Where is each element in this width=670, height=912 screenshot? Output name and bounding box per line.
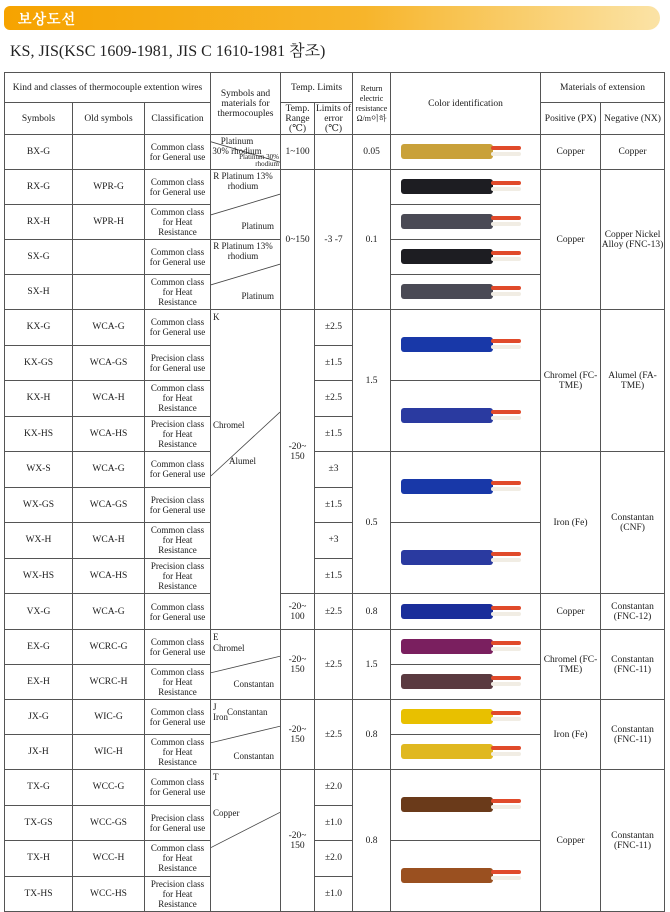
negative-material: Constantan (FNC-11) — [601, 630, 665, 700]
limits-error: ±2.5 — [315, 310, 353, 346]
limits-error: ±2.5 — [315, 700, 353, 770]
row-symbol: SX-G — [5, 240, 73, 275]
wire-image — [391, 275, 540, 309]
wire-white-conductor — [491, 257, 521, 261]
wire-image — [391, 841, 540, 911]
header-resistance: Return electric resistance Ω/m이하 — [353, 73, 391, 135]
row-classification: Common class for General use — [145, 594, 211, 630]
limits-error: ±1.5 — [315, 345, 353, 381]
row-symbol: EX-G — [5, 630, 73, 665]
wire-white-conductor — [491, 416, 521, 420]
wire-sample — [391, 523, 541, 594]
limits-error: ±3 — [315, 452, 353, 488]
wire-jacket — [401, 674, 493, 689]
resistance: 0.8 — [353, 594, 391, 630]
row-classification: Common class for General use — [145, 452, 211, 488]
row-symbol: WX-H — [5, 523, 73, 559]
row-old-symbol: WCA-GS — [73, 345, 145, 381]
wire-image — [391, 240, 540, 274]
limits-error: ±2.5 — [315, 381, 353, 417]
table-row — [5, 700, 665, 735]
row-symbol: WX-GS — [5, 487, 73, 523]
material-top: Chromel — [213, 643, 245, 653]
row-classification: Common class for General use — [145, 240, 211, 275]
row-old-symbol: WCA-G — [73, 594, 145, 630]
resistance: 1.5 — [353, 310, 391, 452]
limits-error: ±1.0 — [315, 805, 353, 841]
negative-material: Alumel (FA-TME) — [601, 310, 665, 452]
wire-image — [391, 452, 540, 522]
positive-material: Copper — [541, 170, 601, 310]
wire-sample — [391, 170, 541, 205]
extension-wire-table — [4, 72, 665, 912]
row-classification: Precision class for Heat Resistance — [145, 876, 211, 912]
material-letter: T — [213, 772, 219, 782]
header-materials: Symbols and materials for thermocouples — [211, 73, 281, 135]
row-symbol: TX-GS — [5, 805, 73, 841]
row-symbol: SX-H — [5, 275, 73, 310]
resistance: 0.05 — [353, 135, 391, 170]
wire-red-conductor — [491, 216, 521, 220]
wire-red-conductor — [491, 339, 521, 343]
material-bottom: Platinum 30% rhodium — [239, 153, 280, 168]
header-color: Color identification — [391, 73, 541, 135]
wire-sample — [391, 381, 541, 452]
wire-white-conductor — [491, 876, 521, 880]
resistance: 1.5 — [353, 630, 391, 700]
wire-jacket — [401, 797, 493, 812]
wire-white-conductor — [491, 612, 521, 616]
positive-material: Copper — [541, 770, 601, 912]
temp-range: -20~ 150 — [281, 770, 315, 912]
wire-white-conductor — [491, 558, 521, 562]
material-mid: Constantan — [227, 707, 268, 717]
wire-image — [391, 523, 540, 593]
limits-error: ±1.5 — [315, 416, 353, 452]
row-classification: Common class for General use — [145, 770, 211, 806]
wire-sample — [391, 240, 541, 275]
row-classification: Common class for Heat Resistance — [145, 205, 211, 240]
positive-material: Chromel (FC-TME) — [541, 310, 601, 452]
wire-sample — [391, 841, 541, 912]
row-symbol: JX-H — [5, 735, 73, 770]
wire-image — [391, 630, 540, 664]
wire-image — [391, 170, 540, 204]
wire-white-conductor — [491, 292, 521, 296]
material-e — [211, 630, 281, 700]
temp-range: 0~150 — [281, 170, 315, 310]
row-classification: Precision class for General use — [145, 805, 211, 841]
row-old-symbol — [73, 135, 145, 170]
wire-red-conductor — [491, 606, 521, 610]
wire-image — [391, 205, 540, 239]
wire-white-conductor — [491, 682, 521, 686]
row-symbol: VX-G — [5, 594, 73, 630]
wire-jacket — [401, 408, 493, 423]
material-bottom: Alumel — [229, 456, 257, 466]
wire-image — [391, 310, 540, 380]
row-old-symbol: WCA-H — [73, 381, 145, 417]
limits-error: +3 — [315, 523, 353, 559]
negative-material: Constantan (FNC-11) — [601, 700, 665, 770]
wire-sample — [391, 630, 541, 665]
section-banner — [4, 6, 660, 30]
row-classification: Common class for General use — [145, 310, 211, 346]
row-old-symbol: WCA-HS — [73, 558, 145, 594]
row-old-symbol: WCA-HS — [73, 416, 145, 452]
material-t — [211, 770, 281, 912]
wire-red-conductor — [491, 870, 521, 874]
section-title: 보상도선 — [18, 12, 77, 28]
wire-sample — [391, 770, 541, 841]
material-top: Platinum 30% rhodium — [212, 136, 262, 156]
row-symbol: KX-H — [5, 381, 73, 417]
header-symbols: Symbols — [5, 103, 73, 135]
row-old-symbol — [73, 275, 145, 310]
wire-jacket — [401, 604, 493, 619]
temp-range: -20~ 150 — [281, 310, 315, 594]
material-j — [211, 700, 281, 770]
wire-red-conductor — [491, 711, 521, 715]
limits-error: -3 -7 — [315, 170, 353, 310]
wire-image — [391, 665, 540, 699]
negative-material: Copper Nickel Alloy (FNC-13) — [601, 170, 665, 310]
positive-material: Chromel (FC-TME) — [541, 630, 601, 700]
wire-white-conductor — [491, 752, 521, 756]
material-top: R Platinum 13% rhodium — [213, 171, 273, 191]
header-limits-error: Limits of error (℃) — [315, 103, 352, 134]
wire-image — [391, 770, 540, 840]
material-bottom: Constantan — [233, 751, 275, 761]
limits-error: ±2.0 — [315, 770, 353, 806]
limits-error: ±2.5 — [315, 594, 353, 630]
row-old-symbol: WIC-H — [73, 735, 145, 770]
row-classification: Common class for Heat Resistance — [145, 735, 211, 770]
row-old-symbol: WCC-H — [73, 841, 145, 877]
wire-sample — [391, 700, 541, 735]
wire-image — [391, 735, 540, 769]
row-old-symbol: WIC-G — [73, 700, 145, 735]
wire-red-conductor — [491, 641, 521, 645]
wire-sample — [391, 205, 541, 240]
wire-jacket — [401, 639, 493, 654]
row-old-symbol: WCA-G — [73, 310, 145, 346]
limits-error: ±1.0 — [315, 876, 353, 912]
row-old-symbol — [73, 240, 145, 275]
row-classification: Common class for Heat Resistance — [145, 523, 211, 559]
row-old-symbol: WCRC-G — [73, 630, 145, 665]
row-classification: Common class for General use — [145, 700, 211, 735]
wire-sample — [391, 735, 541, 770]
row-classification: Precision class for Heat Resistance — [145, 558, 211, 594]
row-classification: Precision class for General use — [145, 345, 211, 381]
wire-jacket — [401, 249, 493, 264]
row-symbol: RX-H — [5, 205, 73, 240]
row-classification: Common class for General use — [145, 135, 211, 170]
limits-error: ±1.5 — [315, 487, 353, 523]
limits-error: ±2.5 — [315, 630, 353, 700]
wire-white-conductor — [491, 487, 521, 491]
wire-jacket — [401, 709, 493, 724]
wire-red-conductor — [491, 481, 521, 485]
wire-white-conductor — [491, 187, 521, 191]
wire-white-conductor — [491, 805, 521, 809]
material-top: Copper — [213, 808, 240, 818]
wire-jacket — [401, 868, 493, 883]
wire-jacket — [401, 179, 493, 194]
divider-line — [211, 770, 280, 911]
resistance: 0.8 — [353, 700, 391, 770]
temp-range: -20~ 150 — [281, 630, 315, 700]
material-letter: K — [213, 312, 220, 322]
wire-image — [391, 381, 540, 451]
wire-sample — [391, 452, 541, 523]
table-row — [5, 310, 665, 346]
row-classification: Common class for General use — [145, 630, 211, 665]
wire-white-conductor — [491, 222, 521, 226]
wire-jacket — [401, 479, 493, 494]
wire-jacket — [401, 284, 493, 299]
negative-material: Constantan (FNC-11) — [601, 770, 665, 912]
divider-line — [211, 310, 280, 629]
header-old: Old symbols — [73, 103, 145, 135]
material-top: R Platinum 13% rhodium — [213, 241, 273, 261]
wire-white-conductor — [491, 152, 521, 156]
wire-red-conductor — [491, 799, 521, 803]
material-s — [211, 240, 281, 310]
table-row — [5, 452, 665, 488]
header-negative: Negative (NX) — [601, 103, 665, 135]
table-row — [5, 770, 665, 806]
wire-white-conductor — [491, 717, 521, 721]
table-row — [5, 135, 665, 170]
wire-white-conductor — [491, 647, 521, 651]
wire-jacket — [401, 214, 493, 229]
negative-material: Copper — [601, 135, 665, 170]
wire-red-conductor — [491, 286, 521, 290]
row-symbol: TX-H — [5, 841, 73, 877]
wire-white-conductor — [491, 345, 521, 349]
table-row — [5, 594, 665, 630]
row-old-symbol: WCA-GS — [73, 487, 145, 523]
wire-sample — [391, 665, 541, 700]
row-old-symbol: WCA-H — [73, 523, 145, 559]
material-b — [211, 135, 281, 170]
row-classification: Common class for Heat Resistance — [145, 665, 211, 700]
positive-material: Copper — [541, 135, 601, 170]
resistance: 0.1 — [353, 170, 391, 310]
header-kind: Kind and classes of thermocouple extention wires — [5, 73, 211, 103]
row-classification: Precision class for Heat Resistance — [145, 416, 211, 452]
resistance: 0.8 — [353, 770, 391, 912]
wire-red-conductor — [491, 251, 521, 255]
row-old-symbol: WPR-H — [73, 205, 145, 240]
wire-image — [391, 700, 540, 734]
limits-error: ±2.0 — [315, 841, 353, 877]
row-classification: Common class for Heat Resistance — [145, 841, 211, 877]
limits-error: ±1.5 — [315, 558, 353, 594]
row-symbol: KX-HS — [5, 416, 73, 452]
row-old-symbol: WCA-G — [73, 452, 145, 488]
row-old-symbol: WCRC-H — [73, 665, 145, 700]
row-symbol: WX-HS — [5, 558, 73, 594]
table-body — [5, 135, 665, 912]
header-temp-range: Temp. Range (℃) — [281, 103, 315, 135]
negative-material: Constantan (CNF) — [601, 452, 665, 594]
material-k — [211, 310, 281, 630]
material-top: Iron — [213, 712, 229, 722]
wire-red-conductor — [491, 181, 521, 185]
material-r — [211, 170, 281, 240]
temp-range: -20~ 100 — [281, 594, 315, 630]
material-bottom: Platinum — [241, 291, 275, 301]
positive-material: Copper — [541, 594, 601, 630]
wire-red-conductor — [491, 146, 521, 150]
wire-sample — [391, 310, 541, 381]
row-classification: Common class for General use — [145, 170, 211, 205]
row-old-symbol: WCC-GS — [73, 805, 145, 841]
positive-material: Iron (Fe) — [541, 452, 601, 594]
wire-jacket — [401, 550, 493, 565]
row-symbol: TX-HS — [5, 876, 73, 912]
row-classification: Common class for Heat Resistance — [145, 275, 211, 310]
standards-subtitle: KS, JIS(KSC 1609-1981, JIS C 1610-1981 참조) — [10, 43, 326, 60]
negative-material: Constantan (FNC-12) — [601, 594, 665, 630]
header-positive: Positive (PX) — [541, 103, 601, 135]
row-symbol: BX-G — [5, 135, 73, 170]
wire-sample — [391, 275, 541, 310]
table-row — [5, 170, 665, 205]
row-classification: Common class for Heat Resistance — [145, 381, 211, 417]
wire-image — [391, 594, 540, 629]
material-bottom: Platinum — [241, 221, 275, 231]
table-row — [5, 630, 665, 665]
wire-jacket — [401, 337, 493, 352]
material-top: Chromel — [213, 420, 245, 430]
row-symbol: RX-G — [5, 170, 73, 205]
material-bottom: Constantan — [233, 679, 275, 689]
wire-sample — [391, 594, 541, 630]
row-old-symbol: WCC-G — [73, 770, 145, 806]
limits-error — [315, 135, 353, 170]
header-temp-limits: Temp. Limits — [281, 73, 353, 103]
wire-jacket — [401, 144, 493, 159]
wire-red-conductor — [491, 746, 521, 750]
resistance: 0.5 — [353, 452, 391, 594]
wire-red-conductor — [491, 410, 521, 414]
row-symbol: EX-H — [5, 665, 73, 700]
temp-range: -20~ 150 — [281, 700, 315, 770]
temp-range: 1~100 — [281, 135, 315, 170]
row-old-symbol: WPR-G — [73, 170, 145, 205]
row-symbol: WX-S — [5, 452, 73, 488]
material-letter: J — [213, 702, 217, 712]
wire-image — [391, 135, 540, 169]
row-symbol: KX-G — [5, 310, 73, 346]
wire-red-conductor — [491, 552, 521, 556]
header-classification: Classification — [145, 103, 211, 135]
header-extension: Materials of extension — [541, 73, 665, 103]
row-old-symbol: WCC-HS — [73, 876, 145, 912]
row-symbol: KX-GS — [5, 345, 73, 381]
wire-sample — [391, 135, 541, 170]
positive-material: Iron (Fe) — [541, 700, 601, 770]
row-symbol: TX-G — [5, 770, 73, 806]
row-classification: Precision class for General use — [145, 487, 211, 523]
material-letter: E — [213, 632, 219, 642]
wire-red-conductor — [491, 676, 521, 680]
row-symbol: JX-G — [5, 700, 73, 735]
wire-jacket — [401, 744, 493, 759]
